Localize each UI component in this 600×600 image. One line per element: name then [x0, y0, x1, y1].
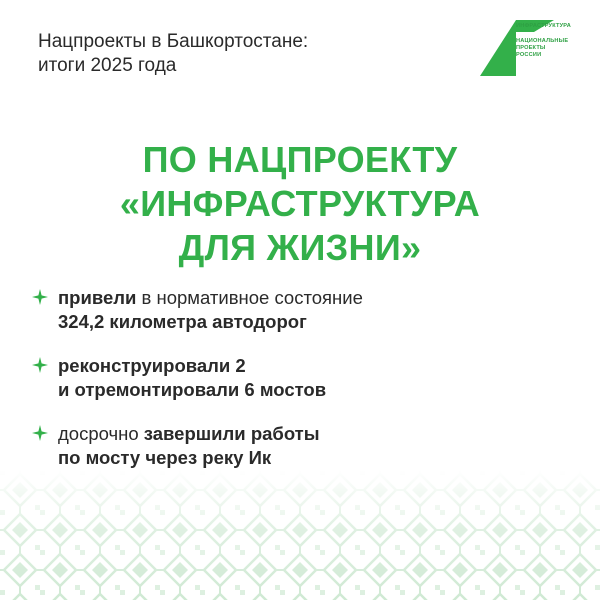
list-item-bold: и отремонтировали 6 мостов — [58, 379, 327, 400]
logo-tag: ИНФРАСТРУКТУРА — [516, 23, 571, 29]
list-item-text: досрочно — [58, 423, 144, 444]
list-item-line1 — [58, 286, 572, 310]
results-list — [32, 286, 572, 490]
headline-line1: ПО НАЦПРОЕКТУ — [142, 139, 458, 180]
list-item-bold: привели — [58, 287, 137, 308]
list-item-line2 — [58, 446, 572, 470]
national-projects-logo — [470, 18, 570, 78]
headline — [0, 138, 600, 270]
headline-line3: ДЛЯ ЖИЗНИ» — [178, 227, 422, 268]
logo-line1: НАЦИОНАЛЬНЫЕ — [516, 38, 569, 44]
list-item — [32, 354, 572, 402]
list-item-text: в нормативное состояние — [136, 287, 363, 308]
list-item-bold: реконструировали 2 — [58, 355, 246, 376]
list-item-line1 — [58, 422, 572, 446]
logo-line3: РОССИИ — [516, 52, 542, 58]
list-item — [32, 286, 572, 334]
list-item-line2 — [58, 310, 572, 334]
list-item-bold: завершили работы — [143, 423, 320, 444]
list-item-bold: по мосту через реку Ик — [58, 447, 272, 468]
header-title-line1: Нацпроекты в Башкортостане: — [38, 31, 309, 52]
list-item-line2 — [58, 378, 572, 402]
list-item — [32, 422, 572, 470]
header-title — [38, 30, 308, 78]
folk-ornament-pattern — [0, 470, 600, 600]
sparkle-icon — [32, 289, 48, 305]
list-item-line1 — [58, 354, 572, 378]
list-item-bold: 324,2 километра автодорог — [58, 311, 307, 332]
headline-line2: «ИНФРАСТРУКТУРА — [119, 183, 481, 224]
sparkle-icon — [32, 425, 48, 441]
sparkle-icon — [32, 357, 48, 373]
header-title-line2: итоги 2025 года — [38, 55, 177, 76]
logo-line2: ПРОЕКТЫ — [516, 45, 546, 51]
